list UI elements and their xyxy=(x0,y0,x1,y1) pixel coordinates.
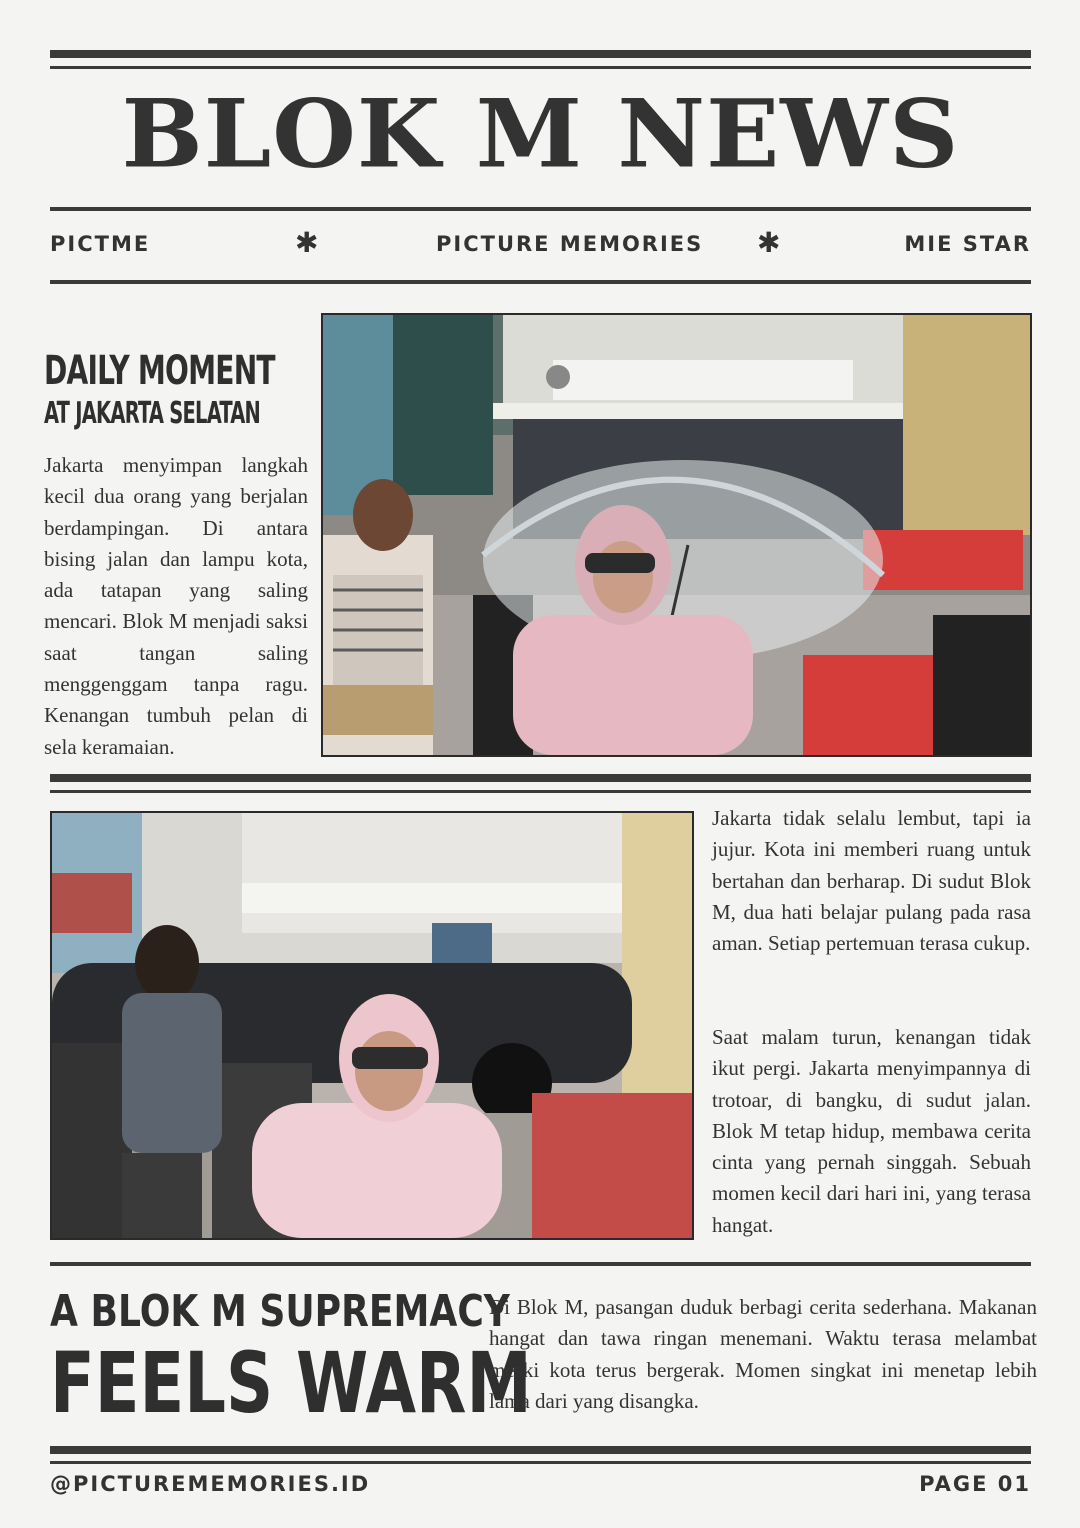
section-rule-2 xyxy=(50,1262,1031,1266)
asterisk-icon: ✱ xyxy=(295,226,321,259)
asterisk-icon: ✱ xyxy=(757,226,783,259)
nav-right: MIE STAR xyxy=(904,232,1031,256)
masthead-title: BLOK M NEWS xyxy=(121,78,960,189)
street-photo-crossing xyxy=(52,813,692,1238)
footer-page-number: PAGE 01 xyxy=(919,1472,1031,1496)
nav-center: PICTURE MEMORIES xyxy=(436,232,704,256)
article1-photo xyxy=(321,313,1032,757)
article3-headline-line1: A BLOK M SUPREMACY xyxy=(50,1286,510,1337)
article3-headline-line2: FEELS WARM xyxy=(50,1334,532,1432)
article2-paragraph2: Saat malam turun, kenangan tidak ikut pergi. Jakarta menyimpannya di trotoar, di bangku, di sudut jalan. Blok M tetap hidup, membawa cerita cinta yang pernah singgah. Sebuah momen kecil dari hari ini, yang terasa hangat. xyxy=(712,1025,1031,1237)
bottom-rule-thick xyxy=(50,1446,1031,1454)
top-rule-thick xyxy=(50,50,1031,58)
article1-body: Jakarta menyimpan langkah kecil dua orang yang berjalan berdampingan. Di antara bising jalan dan lampu kota, ada tatapan yang saling mencari. Blok M menjadi saksi saat tangan saling menggenggam tanpa ragu. Kenangan tumbuh pelan di sela keramaian. xyxy=(44,453,308,759)
top-rule-thin xyxy=(50,66,1031,69)
nav-bar xyxy=(50,224,1031,264)
section-rule-1b xyxy=(50,790,1031,793)
article1-headline-line1: DAILY MOMENT xyxy=(44,348,275,394)
article3-body: Di Blok M, pasangan duduk berbagi cerita sederhana. Makanan hangat dan tawa ringan menemani. Waktu terasa melambat meski kota terus bergerak. Momen singkat ini menetap lebih lama dari yang disangka. xyxy=(489,1295,1037,1413)
street-photo-umbrella xyxy=(323,315,1030,755)
article3-headline xyxy=(50,1284,532,1432)
article1-headline-line2: AT JAKARTA SELATAN xyxy=(44,396,261,431)
article1-headline xyxy=(44,345,314,431)
bottom-rule-thin xyxy=(50,1461,1031,1464)
footer-handle: @PICTUREMEMORIES.ID xyxy=(50,1472,371,1496)
nav-left: PICTME xyxy=(50,232,151,256)
nav-rule-bottom xyxy=(50,280,1031,284)
section-rule-1 xyxy=(50,774,1031,782)
masthead-rule-bottom xyxy=(50,207,1031,211)
article2-paragraph1: Jakarta tidak selalu lembut, tapi ia jujur. Kota ini memberi ruang untuk bertahan dan berharap. Di sudut Blok M, dua hati belajar pulang pada rasa aman. Setiap pertemuan terasa cukup. xyxy=(712,806,1031,956)
article2-photo xyxy=(50,811,694,1240)
